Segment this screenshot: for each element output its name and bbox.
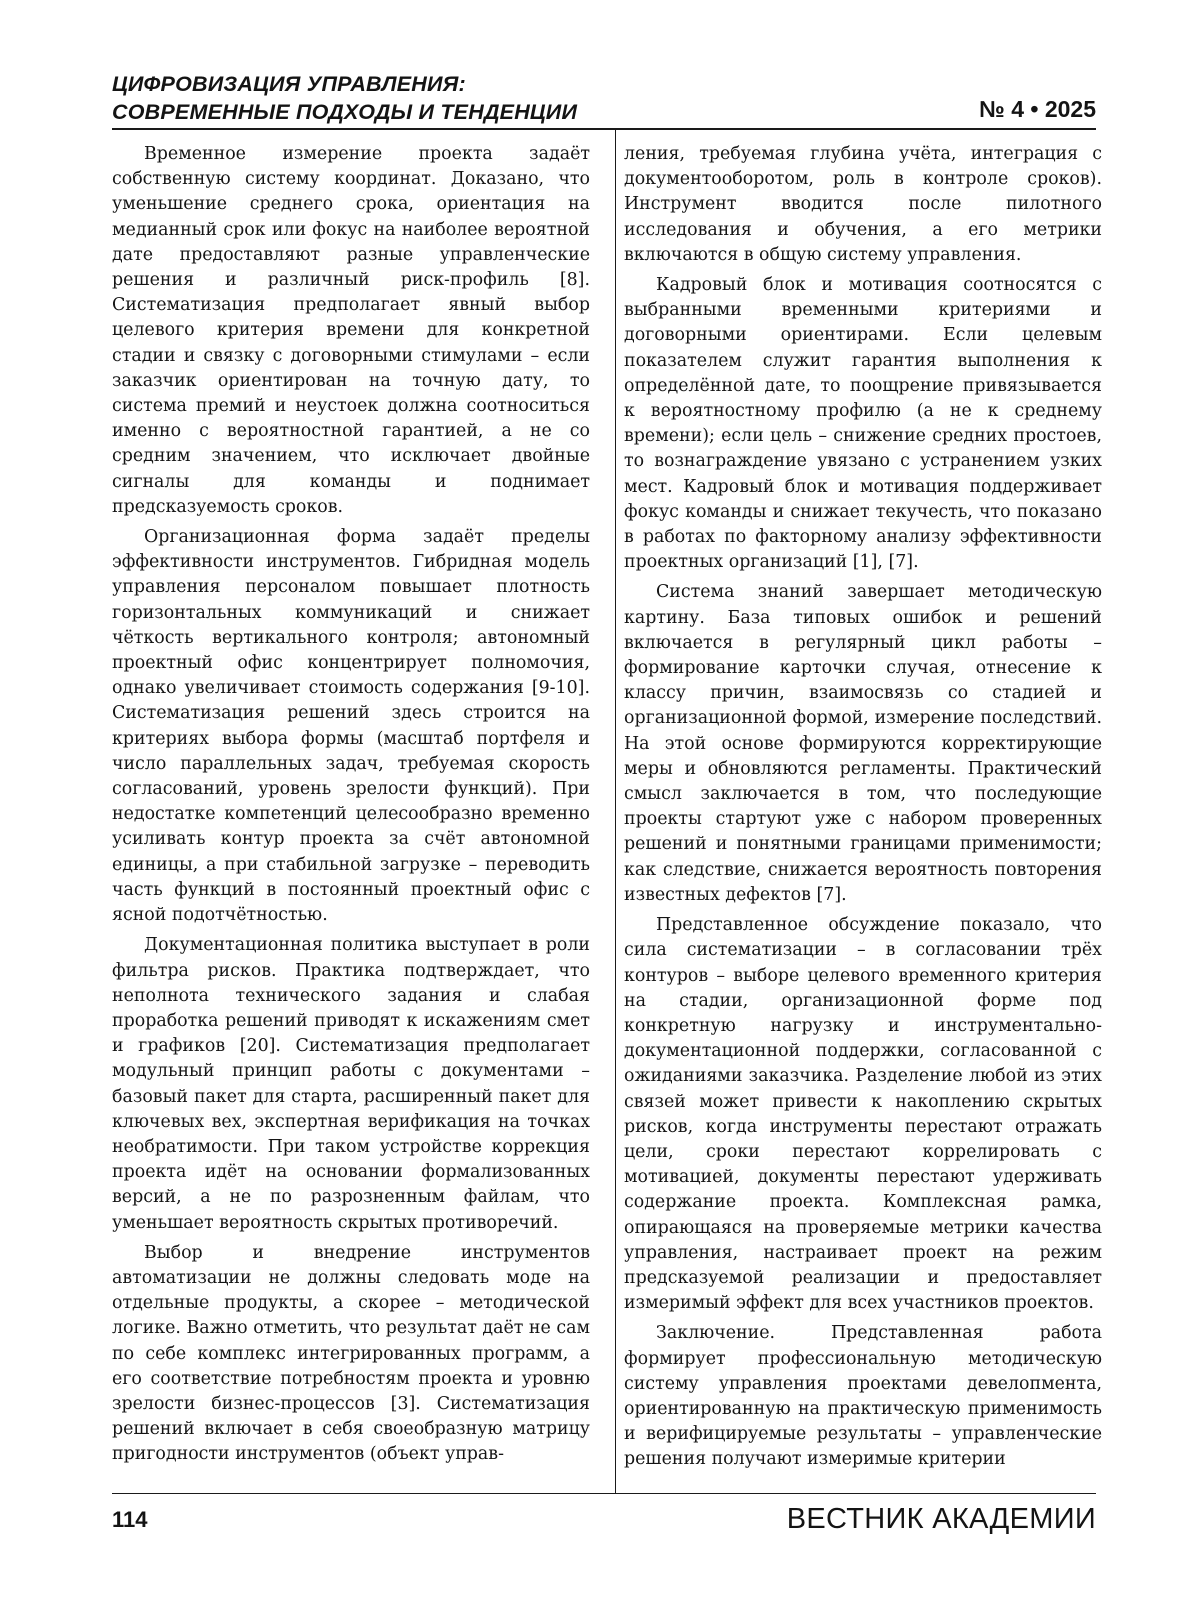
page-number: 114 [112, 1507, 148, 1532]
section-title-line-2: СОВРЕМЕННЫЕ ПОДХОДЫ И ТЕНДЕНЦИИ [112, 100, 578, 124]
journal-name: ВЕСТНИК АКАДЕМИИ [786, 1503, 1096, 1535]
paragraph: Система знаний завершает методическую картину. База типовых ошибок и решений включается в регулярный цикл работы – формирование карточки случая, отнесение к классу причин, взаимосвязь со стадией и организационной формой, измерение последствий. На этой основе формируются корректирующие меры и обновляются регламенты. Практический смысл заключается в том, что последующие проекты стартуют уже с набором проверенных решений и понятными границами применимости; как следствие, снижается вероятность повторения известных дефектов [7]. [624, 582, 1102, 905]
footer-divider [112, 1493, 1096, 1494]
issue-number: № 4 • 2025 [979, 96, 1096, 122]
paragraph: Кадровый блок и мотивация соотносятся с выбранными временными критериями и договорными ориентирами. Если целевым показателем служит гарантия выполнения к определённой дате, то поощрение привязывается к вероятностному профилю (а не к среднему времени); если цель – снижение средних простоев, то вознаграждение увязано с устранением узких мест. Кадровый блок и мотивация поддерживает фокус команды и снижает текучесть, что показано в работах по факторному анализу эффективности проектных организаций [1], [7]. [624, 275, 1102, 573]
left-column [112, 142, 590, 1473]
header-divider [112, 128, 1096, 130]
paragraph: Выбор и внедрение инструментов автоматизации не должны следовать моде на отдельные продукты, а скорее – методической логике. Важно отметить, что результат даёт не сам по себе комплекс интегрированных программ, а его соответствие потребностям проекта и уровню зрелости бизнес-процессов [3]. Систематизация решений включает в себя своеобразную матрицу пригодности инструментов (объект управ- [112, 1242, 590, 1465]
paragraph: Заключение. Представленная работа формирует профессиональную методическую систему управления проектами девелопмента, ориентированную на практическую применимость и верифицируемые результаты – управленческие решения получают измеримые критерии [624, 1323, 1102, 1470]
paragraph: Организационная форма задаёт пределы эффективности инструментов. Гибридная модель управления персоналом повышает плотность горизонтальных коммуникаций и снижает чёткость вертикального контроля; автономный проектный офис концентрирует полномочия, однако увеличивает стоимость содержания [9-10]. Систематизация решений здесь строится на критериях выбора формы (масштаб портфеля и число параллельных задач, требуемая скорость согласований, уровень зрелости функций). При недостатке компетенций целесообразно временно усиливать контур проекта за счёт автономной единицы, а при стабильной загрузке – переводить часть функций в постоянный проектный офис с ясной подотчётностью. [112, 527, 590, 926]
column-divider [615, 130, 616, 1493]
paragraph-continuation: ления, требуемая глубина учёта, интеграция с документооборотом, роль в контроле сроков). Инструмент вводится после пилотного исследования и обучения, а его метрики включаются в общую систему управления. [624, 144, 1102, 265]
section-title-line-1: ЦИФРОВИЗАЦИЯ УПРАВЛЕНИЯ: [112, 72, 466, 96]
right-column [624, 142, 1102, 1478]
paragraph: Временное измерение проекта задаёт собственную систему координат. Доказано, что уменьшение среднего срока, ориентация на медианный срок или фокус на наиболее вероятной дате предоставляют разные управленческие решения и различный риск-профиль [8]. Систематизация предполагает явный выбор целевого критерия времени для конкретной стадии и связку с договорными стимулами – если заказчик ориентирован на точную дату, то система премий и неустоек должна соотноситься именно с вероятностной гарантией, а не со средним значением, что исключает двойные сигналы для команды и поднимает предсказуемость сроков. [112, 144, 590, 517]
paragraph: Представленное обсуждение показало, что сила систематизации – в согласовании трёх контуров – выборе целевого временного критерия на стадии, организационной форме под конкретную нагрузку и инструментально-документационной поддержки, согласованной с ожиданиями заказчика. Разделение любой из этих связей может привести к накоплению скрытых рисков, когда инструменты перестают отражать цели, сроки перестают коррелировать с мотивацией, документы перестают удерживать содержание проекта. Комплексная рамка, опирающаяся на проверяемые метрики качества управления, настраивает проект на режим предсказуемой реализации и предоставляет измеримый эффект для всех участников проектов. [624, 915, 1102, 1314]
section-title [112, 70, 812, 126]
paragraph: Документационная политика выступает в роли фильтра рисков. Практика подтверждает, что неполнота технического задания и слабая проработка решений приводят к искажениям смет и графиков [20]. Систематизация предполагает модульный принцип работы с документами – базовый пакет для старта, расширенный пакет для ключевых вех, экспертная верификация на точках необратимости. При таком устройстве коррекция проекта идёт на основании формализованных версий, а не по разрозненным файлам, что уменьшает вероятность скрытых противоречий. [112, 935, 590, 1233]
